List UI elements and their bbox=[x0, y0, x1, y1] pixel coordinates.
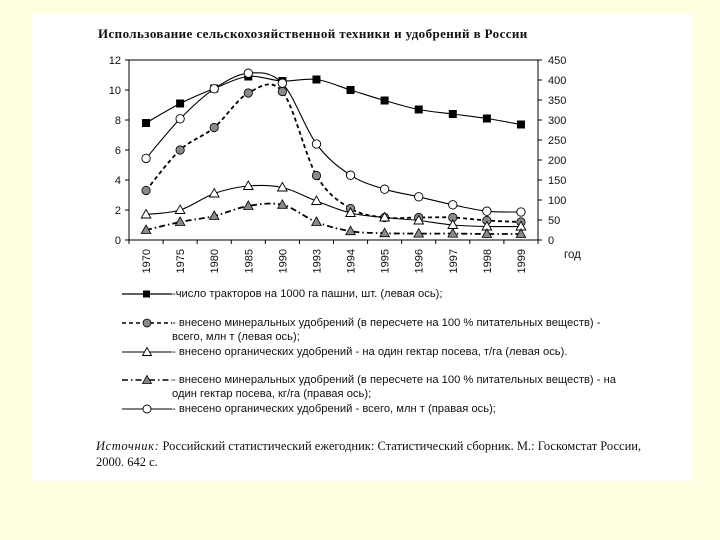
legend-item-tractors bbox=[116, 288, 676, 318]
data-point-tractors bbox=[312, 76, 320, 84]
data-point-organic-total bbox=[244, 69, 252, 77]
x-tick-label: 1994 bbox=[345, 249, 358, 274]
data-point-mineral-per-ha bbox=[312, 217, 322, 226]
x-tick-label: 1993 bbox=[311, 249, 324, 274]
x-tick-label: 1980 bbox=[209, 249, 222, 274]
data-point-organic-total bbox=[380, 185, 388, 193]
series-line-tractors bbox=[146, 76, 521, 124]
legend-item-mineral-per-ha bbox=[116, 374, 676, 404]
data-point-organic-total bbox=[449, 201, 457, 209]
x-tick-label: 1975 bbox=[175, 249, 188, 274]
plot-frame bbox=[129, 60, 538, 240]
data-point-tractors bbox=[483, 115, 491, 123]
left-tick-label: 4 bbox=[114, 175, 121, 187]
left-tick-label: 8 bbox=[114, 115, 121, 127]
chart-svg bbox=[32, 14, 693, 294]
data-point-tractors bbox=[517, 121, 525, 129]
data-point-mineral-total bbox=[176, 146, 184, 154]
left-tick-label: 0 bbox=[114, 235, 121, 247]
data-point-organic-total bbox=[346, 171, 354, 179]
data-point-tractors bbox=[381, 97, 389, 105]
left-tick-label: 12 bbox=[108, 55, 121, 67]
data-point-organic-total bbox=[517, 208, 525, 216]
right-tick-label: 150 bbox=[548, 175, 567, 187]
data-point-mineral-total bbox=[142, 186, 150, 194]
legend-swatch-organic-total bbox=[116, 403, 176, 423]
x-tick-label: 1996 bbox=[413, 249, 426, 274]
left-tick-label: 6 bbox=[114, 145, 121, 157]
legend-item-organic-per-ha bbox=[116, 346, 676, 376]
left-tick-label: 2 bbox=[114, 205, 121, 217]
data-point-mineral-total bbox=[210, 123, 218, 131]
data-point-tractors bbox=[415, 106, 423, 114]
series-line-mineral-total bbox=[146, 84, 521, 222]
legend-swatch-mineral-per-ha bbox=[116, 374, 176, 394]
x-tick-label: 1990 bbox=[277, 249, 290, 274]
data-point-mineral-total bbox=[312, 171, 320, 179]
data-point-mineral-total bbox=[244, 89, 252, 97]
data-point-organic-total bbox=[312, 140, 320, 148]
legend-label-tractors: -число тракторов на 1000 га пашни, шт. (левая ось); bbox=[172, 288, 443, 300]
legend-swatch-mineral-total bbox=[116, 317, 176, 337]
legend-label-mineral-per-ha: - внесено минеральных удобрений (в пересчете на 100 % питательных веществ) - на один гектар посева, кг/га (правая ось); bbox=[172, 374, 616, 400]
data-point-organic-total bbox=[176, 115, 184, 123]
data-point-mineral-total bbox=[278, 87, 286, 95]
data-point-tractors bbox=[449, 110, 457, 118]
legend-label-mineral-total: - внесено минеральных удобрений (в пересчете на 100 % питательных веществ) - всего, млн т (левая ось); bbox=[172, 317, 601, 343]
data-point-organic-total bbox=[415, 193, 423, 201]
x-axis-label: год bbox=[564, 249, 581, 261]
x-tick-label: 1999 bbox=[515, 249, 528, 274]
x-tick-label: 1995 bbox=[379, 249, 392, 274]
right-tick-label: 50 bbox=[548, 215, 561, 227]
data-point-tractors bbox=[176, 100, 184, 108]
legend-item-organic-total bbox=[116, 403, 676, 433]
data-point-mineral-per-ha bbox=[346, 226, 356, 235]
data-point-organic-total bbox=[278, 79, 286, 87]
data-point-tractors bbox=[142, 119, 150, 127]
source-label: Источник: bbox=[96, 439, 160, 453]
source-note bbox=[96, 438, 656, 470]
left-tick-label: 10 bbox=[108, 85, 121, 97]
series-line-organic-per-ha bbox=[146, 185, 521, 226]
right-tick-label: 200 bbox=[548, 155, 567, 167]
legend-item-mineral-total bbox=[116, 317, 676, 347]
data-point-organic-total bbox=[483, 207, 491, 215]
right-tick-label: 250 bbox=[548, 135, 567, 147]
slide-card bbox=[32, 14, 693, 481]
legend-swatch-tractors bbox=[116, 288, 176, 308]
legend-label-organic-per-ha: - внесено органических удобрений - на один гектар посева, т/га (левая ось). bbox=[172, 346, 568, 358]
x-tick-label: 1970 bbox=[141, 249, 154, 274]
data-point-organic-total bbox=[210, 85, 218, 93]
data-point-tractors bbox=[347, 86, 355, 94]
chart-title: Использование сельскохозяйственной техники и удобрений в России bbox=[98, 26, 528, 41]
right-tick-label: 300 bbox=[548, 115, 567, 127]
right-tick-label: 0 bbox=[548, 235, 555, 247]
x-tick-label: 1998 bbox=[481, 249, 494, 274]
data-point-organic-total bbox=[142, 154, 150, 162]
x-tick-label: 1985 bbox=[243, 249, 256, 274]
x-tick-label: 1997 bbox=[447, 249, 460, 274]
data-point-mineral-per-ha bbox=[175, 217, 185, 226]
right-tick-label: 400 bbox=[548, 75, 567, 87]
right-tick-label: 350 bbox=[548, 95, 567, 107]
right-tick-label: 450 bbox=[548, 55, 567, 67]
legend-label-organic-total: - внесено органических удобрений - всего, млн т (правая ось); bbox=[172, 403, 496, 415]
source-text: Российский статистический ежегодник: Статистический сборник. М.: Госкомстат России, 2000. 642 с. bbox=[96, 439, 642, 469]
legend-swatch-organic-per-ha bbox=[116, 346, 176, 366]
right-tick-label: 100 bbox=[548, 195, 567, 207]
